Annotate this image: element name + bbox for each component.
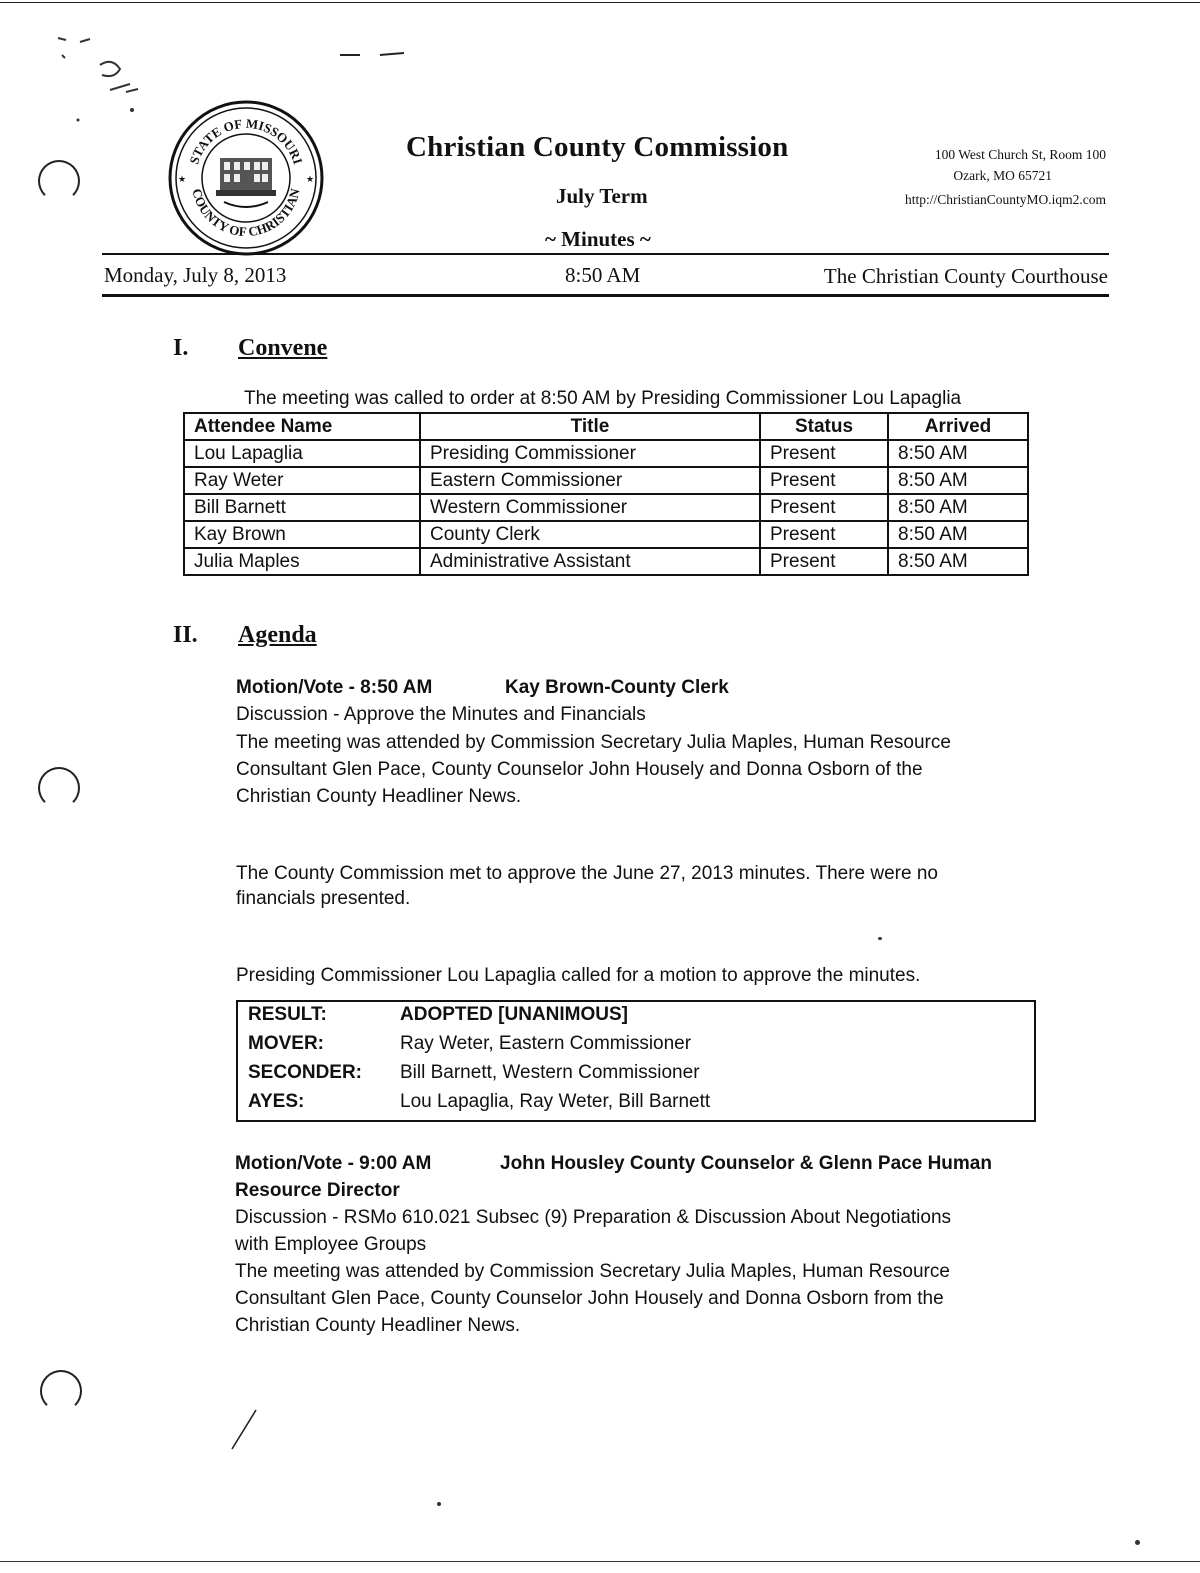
result-label: RESULT: — [248, 1004, 327, 1025]
county-seal-logo — [168, 100, 324, 256]
vote-result-box — [236, 1000, 1036, 1122]
discussion-text: Discussion - RSMo 610.021 Subsec (9) Preparation & Discussion About Negotiations — [235, 1207, 952, 1228]
address-city: Ozark, MO 65721 — [953, 168, 1052, 183]
address-url-link[interactable]: http://ChristianCountyMO.iqm2.com — [904, 192, 1106, 207]
table-row — [184, 521, 1028, 548]
motion-call-text: Presiding Commissioner Lou Lapaglia called for a motion to approve the minutes. — [236, 965, 921, 986]
attendee-table — [183, 412, 1029, 576]
document-title: Christian County Commission — [406, 131, 789, 163]
attendee-title: Administrative Assistant — [420, 548, 760, 575]
table-header-row — [184, 413, 1028, 440]
attendee-name: Bill Barnett — [184, 494, 420, 521]
table-row — [184, 440, 1028, 467]
mover-label: MOVER: — [248, 1033, 324, 1054]
attendee-arrived: 8:50 AM — [888, 467, 1028, 494]
meeting-location: The Christian County Courthouse — [823, 264, 1108, 288]
attendance-note-line: Consultant Glen Pace, County Counselor John Housely and Donna Osborn of the — [236, 759, 923, 780]
attendee-arrived: 8:50 AM — [888, 494, 1028, 521]
seconder-value: Bill Barnett, Western Commissioner — [400, 1062, 700, 1083]
meeting-date: Monday, July 8, 2013 — [104, 263, 287, 287]
column-header: Status — [760, 413, 888, 440]
section-number: I. — [173, 335, 189, 361]
attendee-name: Lou Lapaglia — [184, 440, 420, 467]
motion-presenter: Resource Director — [235, 1180, 400, 1201]
seconder-row — [248, 1062, 700, 1084]
scan-smudge — [336, 45, 416, 65]
seconder-label: SECONDER: — [248, 1062, 363, 1083]
scan-speck — [1135, 1540, 1140, 1545]
svg-text:★: ★ — [178, 174, 187, 184]
motion-presenter: John Housley County Counselor & Glenn Pace Human — [500, 1153, 992, 1174]
attendee-title: Western Commissioner — [420, 494, 760, 521]
address-street: 100 West Church St, Room 100 — [934, 147, 1106, 162]
section-title: Agenda — [238, 622, 317, 648]
ayes-value: Lou Lapaglia, Ray Weter, Bill Barnett — [400, 1091, 711, 1112]
motion-vote-label: Motion/Vote - 9:00 AM — [235, 1153, 432, 1174]
motion-presenter: Kay Brown-County Clerk — [505, 677, 729, 698]
hole-punch-mark — [38, 160, 80, 202]
attendee-status: Present — [760, 494, 888, 521]
column-header: Title — [420, 413, 760, 440]
hole-punch-mark — [38, 767, 80, 809]
mover-value: Ray Weter, Eastern Commissioner — [400, 1033, 692, 1054]
attendee-arrived: 8:50 AM — [888, 521, 1028, 548]
attendee-title: Presiding Commissioner — [420, 440, 760, 467]
attendee-status: Present — [760, 521, 888, 548]
attendee-arrived: 8:50 AM — [888, 548, 1028, 575]
meeting-time: 8:50 AM — [565, 263, 641, 287]
attendee-arrived: 8:50 AM — [888, 440, 1028, 467]
term-label: July Term — [556, 184, 648, 208]
scan-bottom-edge — [0, 1561, 1200, 1562]
scan-speck — [437, 1502, 441, 1506]
minutes-label: ~ Minutes ~ — [545, 227, 651, 251]
attendance-note-line: The meeting was attended by Commission Secretary Julia Maples, Human Resource — [236, 732, 951, 753]
hole-punch-mark — [40, 1370, 82, 1412]
section-title: Convene — [238, 335, 328, 361]
attendee-name: Julia Maples — [184, 548, 420, 575]
motion-vote-label: Motion/Vote - 8:50 AM — [236, 677, 433, 698]
table-row — [184, 467, 1028, 494]
svg-text:STATE OF MISSOURI: STATE OF MISSOURI — [186, 115, 306, 167]
header-divider — [102, 253, 1109, 255]
attendee-title: County Clerk — [420, 521, 760, 548]
attendance-note-line: The meeting was attended by Commission Secretary Julia Maples, Human Resource — [235, 1261, 950, 1282]
minutes-paragraph-line: The County Commission met to approve the June 27, 2013 minutes. There were no — [236, 863, 938, 884]
column-header: Attendee Name — [184, 413, 420, 440]
svg-text:COUNTY OF CHRISTIAN: COUNTY OF CHRISTIAN — [189, 187, 303, 240]
attendance-note-line: Consultant Glen Pace, County Counselor John Housely and Donna Osborn from the — [235, 1288, 944, 1309]
result-value: ADOPTED [UNANIMOUS] — [400, 1004, 628, 1025]
column-header: Arrived — [888, 413, 1028, 440]
attendance-note-line: Christian County Headliner News. — [236, 786, 522, 807]
result-row — [248, 1004, 628, 1026]
discussion-text: with Employee Groups — [235, 1234, 427, 1255]
mover-row — [248, 1033, 691, 1055]
discussion-text: Discussion - Approve the Minutes and Financials — [236, 704, 646, 725]
svg-text:★: ★ — [306, 174, 315, 184]
scan-smudge — [226, 1405, 266, 1455]
attendee-status: Present — [760, 548, 888, 575]
attendee-status: Present — [760, 467, 888, 494]
ayes-row — [248, 1091, 710, 1113]
ayes-label: AYES: — [248, 1091, 305, 1112]
attendee-name: Ray Weter — [184, 467, 420, 494]
attendee-title: Eastern Commissioner — [420, 467, 760, 494]
table-row — [184, 548, 1028, 575]
scan-smudge — [40, 20, 180, 130]
section-number: II. — [173, 622, 198, 648]
minutes-paragraph-line: financials presented. — [236, 888, 411, 909]
header-divider — [102, 294, 1109, 297]
call-to-order-text: The meeting was called to order at 8:50 AM by Presiding Commissioner Lou Lapaglia — [244, 388, 962, 409]
attendee-name: Kay Brown — [184, 521, 420, 548]
attendee-status: Present — [760, 440, 888, 467]
scan-top-edge — [0, 2, 1200, 3]
scan-speck — [878, 937, 882, 940]
attendance-note-line: Christian County Headliner News. — [235, 1315, 521, 1336]
table-row — [184, 494, 1028, 521]
